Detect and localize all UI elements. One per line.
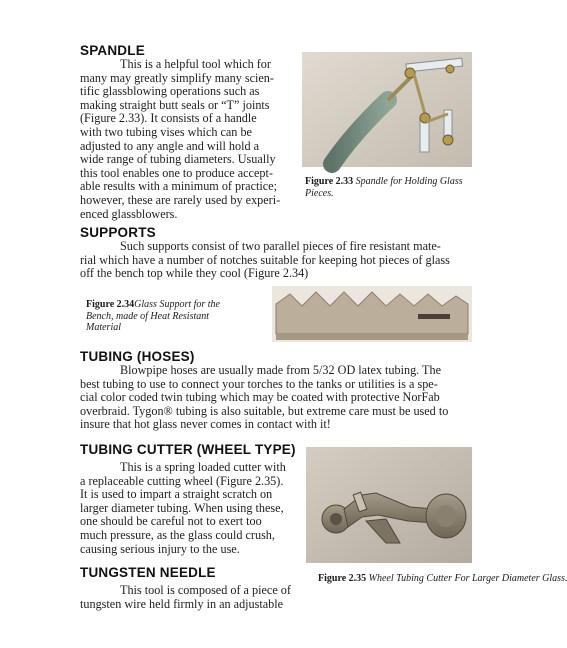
text-line: Such supports consist of two parallel pieces of fire resistant mate-	[120, 239, 441, 253]
text-line: tific glassblowing operations such as	[80, 84, 260, 99]
text-line: overbraid. Tygon® tubing is also suitable, but extreme care must be used to	[80, 403, 449, 418]
tubing-paragraph	[80, 364, 472, 432]
tubing-cutter-illustration	[306, 447, 472, 563]
text-line: best tubing to use to connect your torches to the tanks or utilities is a spe-	[80, 376, 438, 391]
text-line: adjusted to any angle and will hold a	[80, 138, 260, 153]
figure-2-34-photo	[272, 286, 472, 342]
text-line: many may greatly simplify many scien-	[80, 70, 274, 85]
supports-paragraph	[80, 240, 472, 281]
glass-support-illustration	[272, 286, 472, 342]
figure-2-33-photo	[302, 52, 472, 167]
needle-paragraph	[80, 584, 300, 611]
text-line: This is a helpful tool which for	[120, 57, 271, 71]
text-line: This is a spring loaded cutter with	[120, 460, 286, 474]
text-line: larger diameter tubing. When using these,	[80, 500, 284, 515]
heading-tungsten-needle: TUNGSTEN NEEDLE	[80, 565, 216, 580]
text-line: with two tubing vises which can be	[80, 124, 252, 139]
text-line: causing serious injury to the use.	[80, 541, 240, 556]
text-line: rial which have a number of notches suitable for keeping hot pieces of glass	[80, 252, 450, 267]
text-line: It is used to impart a straight scratch on	[80, 487, 273, 502]
cutter-paragraph	[80, 461, 298, 556]
text-line: enced glassblowers.	[80, 206, 178, 221]
text-line: making straight butt seals or “T” joints	[80, 97, 270, 112]
heading-spandle: SPANDLE	[80, 43, 145, 58]
text-line: one should be careful not to exert too	[80, 514, 262, 529]
text-line: off the bench top while they cool (Figure 2.34)	[80, 266, 309, 281]
heading-tubing: TUBING (HOSES)	[80, 349, 195, 364]
text-line: This tool is composed of a piece of	[120, 583, 291, 597]
text-line: much pressure, as the glass could crush,	[80, 527, 275, 542]
text-line: insure that hot glass never comes in contact with it!	[80, 417, 331, 432]
text-line: (Figure 2.33). It consists of a handle	[80, 111, 257, 126]
text-line: a replaceable cutting wheel (Figure 2.35).	[80, 473, 284, 488]
figure-2-35-caption: Figure 2.35 Wheel Tubing Cutter For Larger Diameter Glass.	[318, 573, 567, 584]
figure-2-33-caption: Figure 2.33 Spandle for Holding Glass Pieces.	[305, 176, 463, 199]
figure-2-34-caption: Figure 2.34Glass Support for the Bench, made of Heat Resistant Material	[86, 299, 220, 333]
heading-tubing-cutter: TUBING CUTTER (WHEEL TYPE)	[80, 442, 296, 457]
text-line: wide range of tubing diameters. Usually	[80, 152, 276, 167]
text-line: however, these are rarely used by experi-	[80, 192, 281, 207]
figure-2-35-photo	[306, 447, 472, 563]
text-line: cial color coded twin tubing which may be coated with protective NorFab	[80, 390, 440, 405]
text-line: Blowpipe hoses are usually made from 5/32 OD latex tubing. The	[120, 363, 441, 377]
text-line: tungsten wire held firmly in an adjustable	[80, 596, 284, 611]
text-line: this tool enables one to produce accept-	[80, 165, 273, 180]
text-line: able results with a minimum of practice;	[80, 179, 277, 194]
heading-supports: SUPPORTS	[80, 225, 156, 240]
spandle-paragraph	[80, 58, 293, 221]
spandle-illustration	[302, 52, 472, 167]
